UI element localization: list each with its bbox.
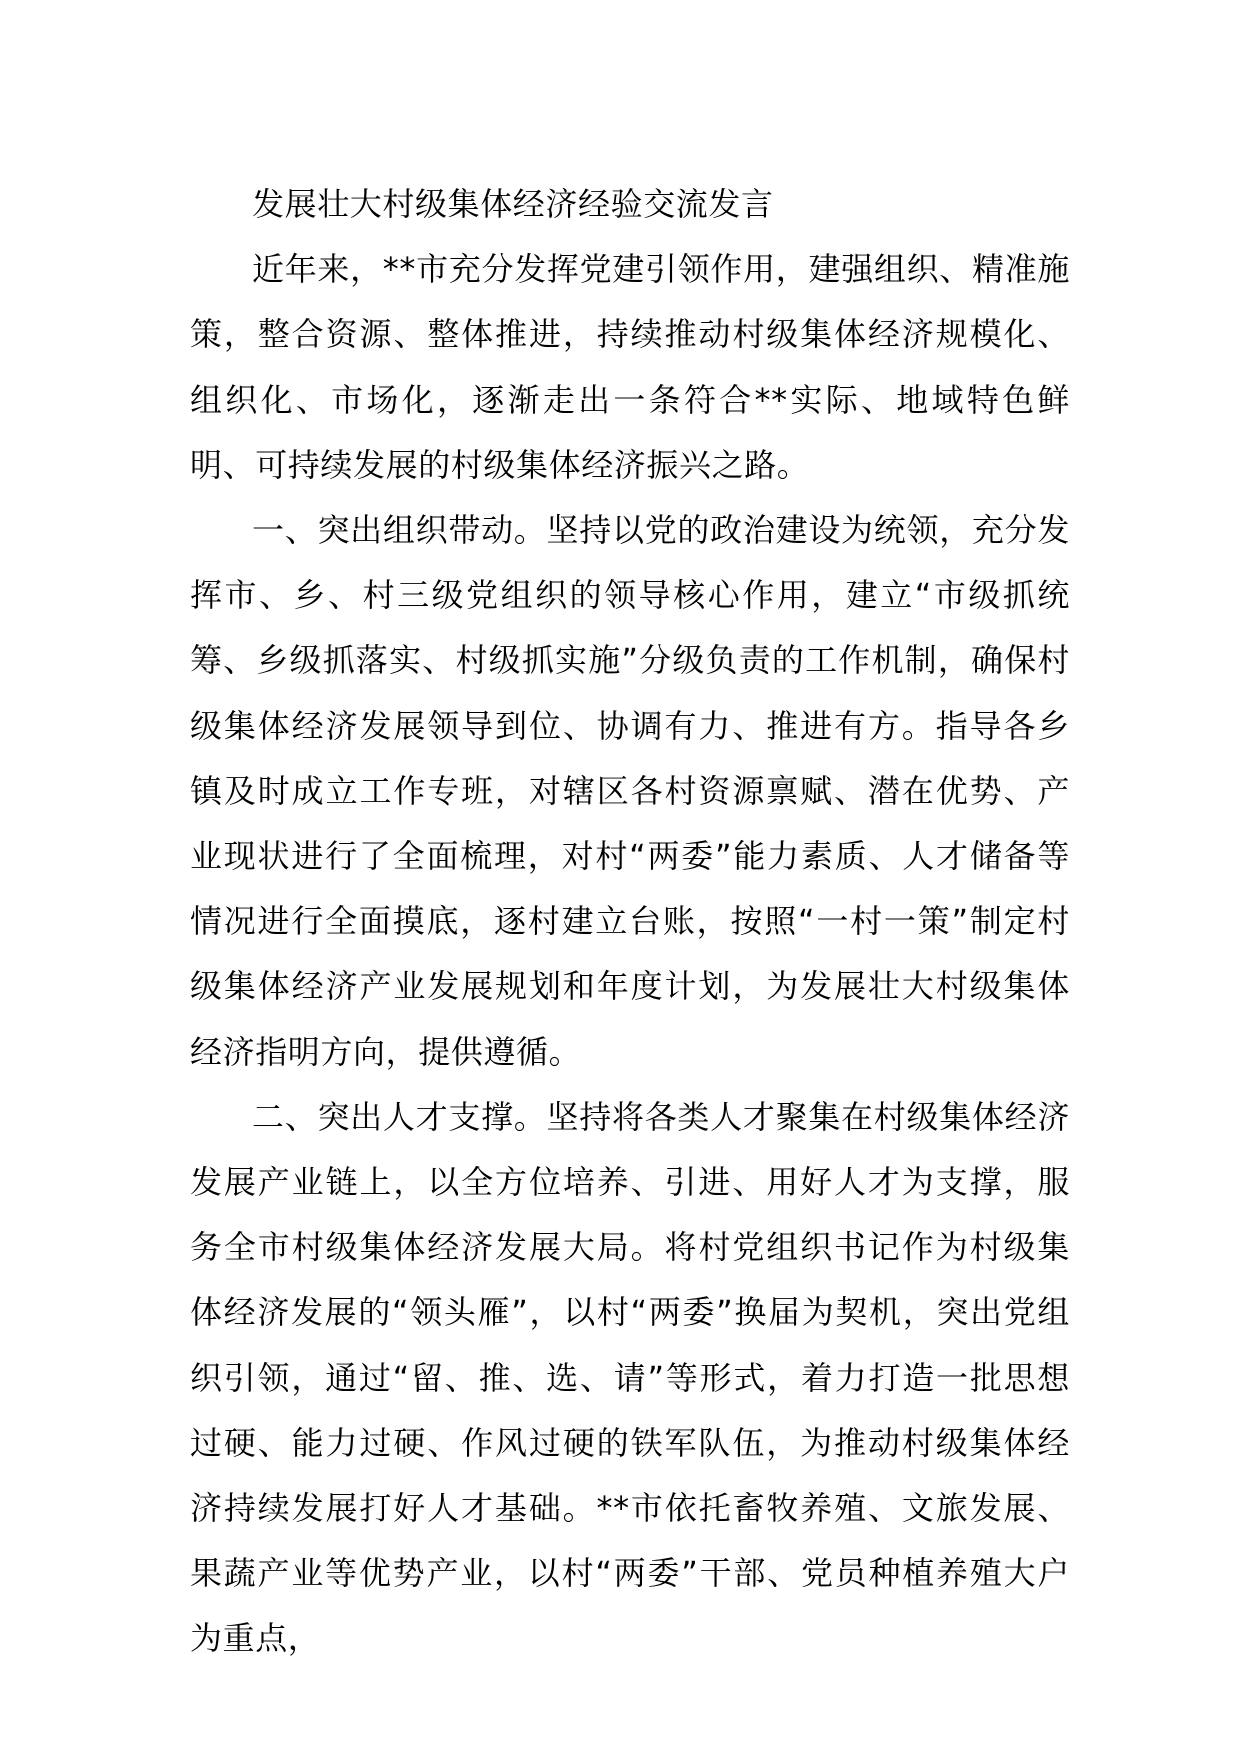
document-body — [190, 172, 1070, 1672]
paragraph-talent: 二、突出人才支撑。坚持将各类人才聚集在村级集体经济发展产业链上，以全方位培养、引进、用好人才为支撑，服务全市村级集体经济发展大局。将村党组织书记作为村级集体经济发展的“领头雁”，以村“两委”换届为契机，突出党组织引领，通过“留、推、选、请”等形式，着力打造一批思想过硬、能力过硬、作风过硬的铁军队伍，为推动村级集体经济持续发展打好人才基础。**市依托畜牧养殖、文旅发展、果蔬产业等优势产业，以村“两委”干部、党员种植养殖大户为重点， — [190, 1097, 1070, 1658]
document-title: 发展壮大村级集体经济经验交流发言 — [252, 185, 774, 223]
paragraph-organization: 一、突出组织带动。坚持以党的政治建设为统领，充分发挥市、乡、村三级党组织的领导核心作用，建立“市级抓统筹、乡级抓落实、村级抓实施”分级负责的工作机制，确保村级集体经济发展领导到位、协调有力、推进有方。指导各乡镇及时成立工作专班，对辖区各村资源禀赋、潜在优势、产业现状进行了全面梳理，对村“两委”能力素质、人才储备等情况进行全面摸底，逐村建立台账，按照“一村一策”制定村级集体经济产业发展规划和年度计划，为发展壮大村级集体经济指明方向，提供遵循。 — [190, 511, 1070, 1071]
paragraph-intro: 近年来，**市充分发挥党建引领作用，建强组织、精准施策，整合资源、整体推进，持续推动村级集体经济规模化、组织化、市场化，逐渐走出一条符合**实际、地域特色鲜明、可持续发展的村级集体经济振兴之路。 — [190, 250, 1070, 484]
